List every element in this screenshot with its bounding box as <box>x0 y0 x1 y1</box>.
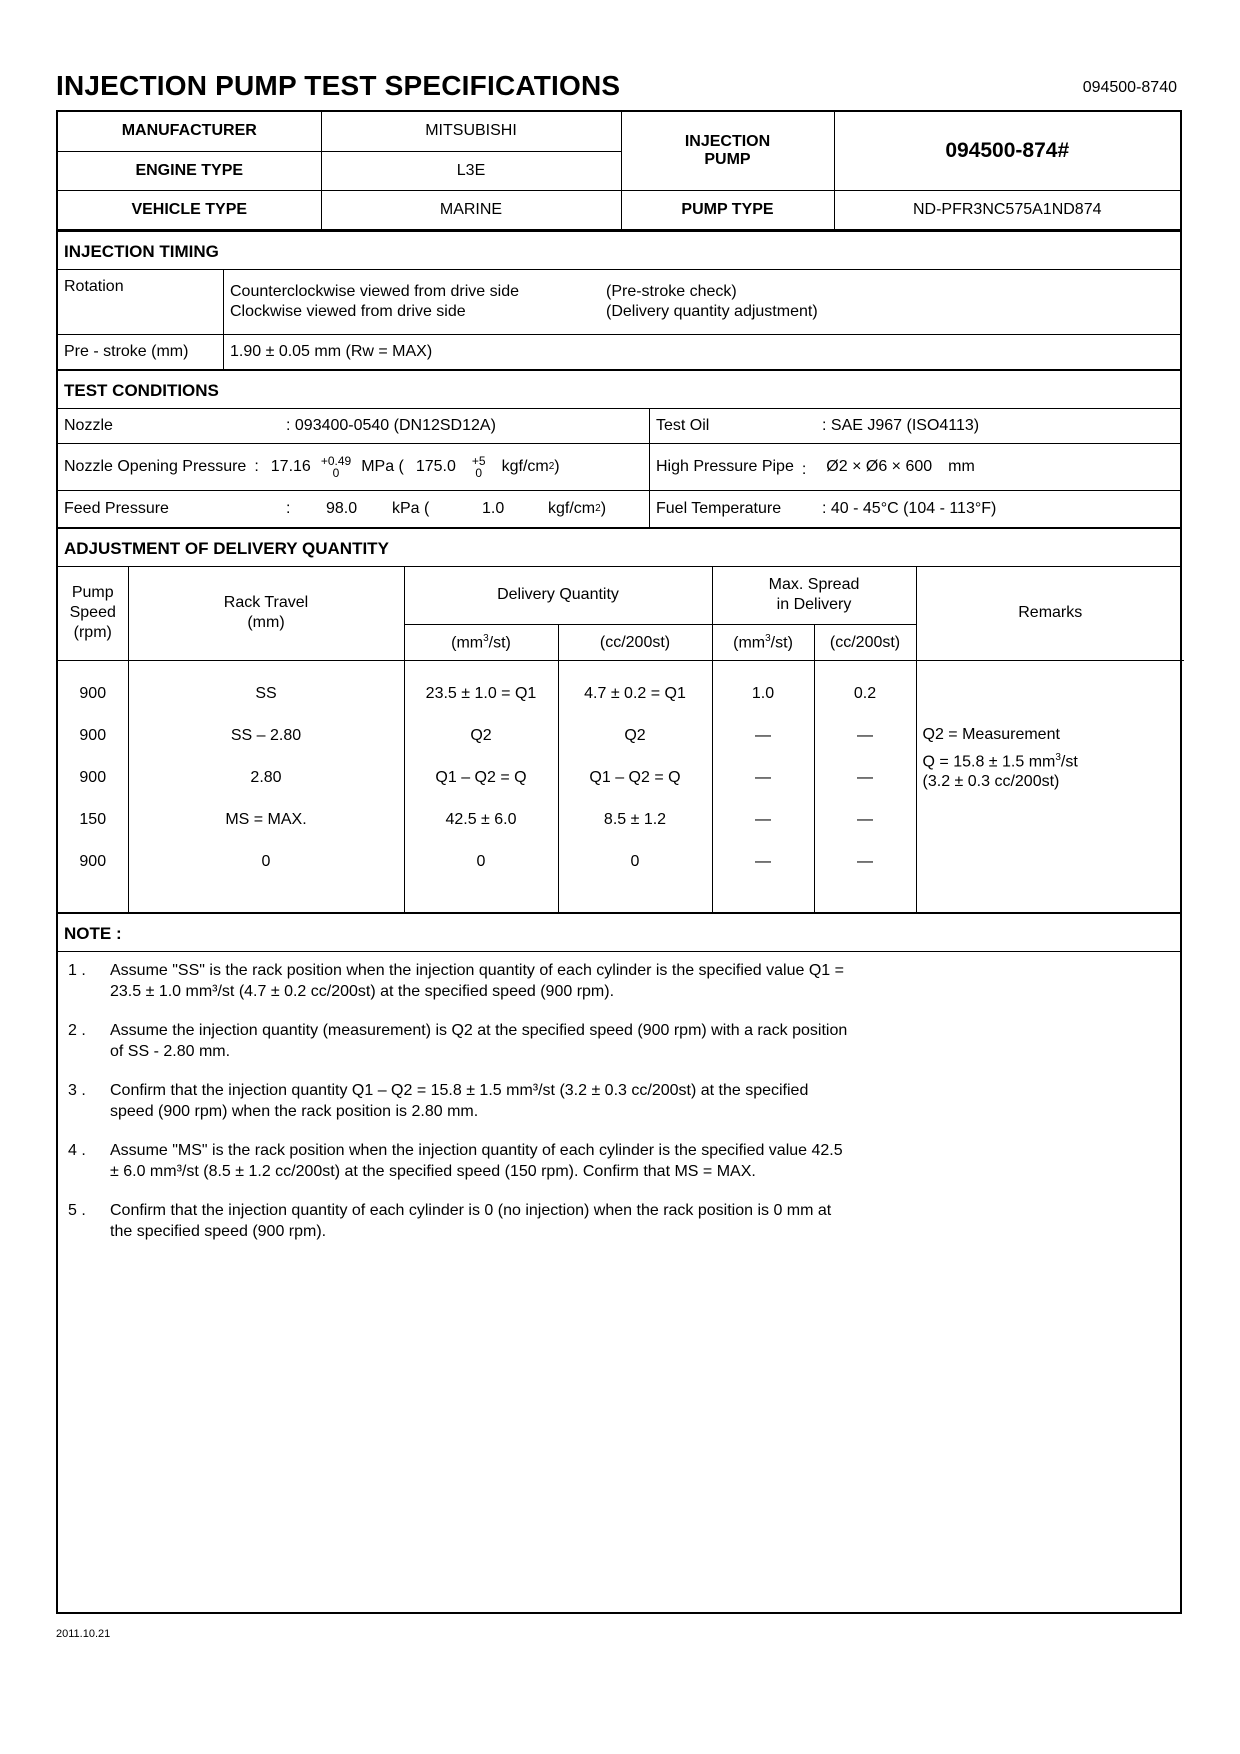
test-conditions-heading: TEST CONDITIONS <box>58 369 1180 409</box>
rack-column <box>128 661 404 912</box>
pump-speed-header-3: (rpm) <box>73 624 112 642</box>
pump-speed-header-1: Pump <box>71 584 114 602</box>
speed-cell: 900 <box>79 685 107 702</box>
max-spread-header-2: in Delivery <box>776 596 852 614</box>
remark-q: Q = 15.8 ± 1.5 $mm^3/st$ <box>922 752 1078 771</box>
dq-cc-header: (cc/200st) <box>558 625 712 661</box>
dq-cc-cell: 8.5 ± 1.2 <box>603 811 667 828</box>
rack-travel-header <box>128 567 404 661</box>
note-number: 3 . <box>68 1081 86 1099</box>
dq-mm3-header: $(mm^3/st)$ <box>404 625 558 661</box>
vehicle-type-value: MARINE <box>321 190 621 229</box>
spread-mm3-header-text: (mm <box>733 634 766 652</box>
document-code: 094500-8740 <box>1082 79 1177 96</box>
rotation-values <box>224 270 824 334</box>
note-text: Confirm that the injection quantity Q1 – Q2 = 15.8 ± 1.5 mm³/st (3.2 ± 0.3 cc/200st) at the specified speed (900 rpm) when the rack position is 2.80 mm. <box>110 1081 809 1120</box>
max-spread-header-1: Max. Spread <box>768 576 860 594</box>
feed-kgf-close: ) <box>600 499 607 517</box>
remark-q2: Q2 = Measurement <box>922 726 1060 743</box>
dq-mm3-cell: 23.5 ± 1.0 = Q1 <box>425 685 537 702</box>
spread-cc-header: (cc/200st) <box>814 625 916 661</box>
nozzle-row <box>58 409 1180 444</box>
note-number: 4 . <box>68 1141 86 1159</box>
rotation-ccw: Counterclockwise viewed from drive side <box>230 282 519 300</box>
rack-travel-header-2: (mm) <box>247 614 285 632</box>
speed-cell: 150 <box>79 811 107 828</box>
notes-list <box>58 952 1180 1268</box>
speed-cell: 900 <box>79 769 107 786</box>
nozzle-pressure-row: Nozzle Opening Pressure : 17.16 +0.49 0 MPa ( 175.0 +5 0 kgf/cm 2 ) High Pressure Pipe : Ø2 × Ø6 × 600 mm <box>58 444 1180 491</box>
feed-kpa-value: 98.0 <box>326 499 358 517</box>
dq-mm3-cell: Q2 <box>470 727 492 744</box>
spread-cc-cell: — <box>857 769 874 786</box>
rack-travel-header-1: Rack Travel <box>223 594 309 612</box>
note-item <box>68 1020 1170 1062</box>
high-pressure-pipe-value: Ø2 × Ø6 × 600 <box>826 457 933 475</box>
feed-pressure-label: Feed Pressure <box>64 499 169 517</box>
feed-colon: : <box>286 499 291 517</box>
note-number: 2 . <box>68 1021 86 1039</box>
spread-mm3-column <box>712 661 814 912</box>
dq-cc-cell: 4.7 ± 0.2 = Q1 <box>584 685 686 702</box>
rack-cell: 2.80 <box>250 769 282 786</box>
speed-cell: 900 <box>79 727 107 744</box>
prestroke-value: 1.90 ± 0.05 mm (Rw = MAX) <box>230 342 433 360</box>
delivery-quantity-heading: ADJUSTMENT OF DELIVERY QUANTITY <box>58 527 1180 567</box>
rotation-label: Rotation <box>58 270 224 334</box>
spread-cc-cell: — <box>857 811 874 828</box>
feed-kgf-value: 1.0 <box>482 499 505 517</box>
speed-column <box>58 661 128 912</box>
remark-q-text: Q = 15.8 ± 1.5 mm <box>922 753 1056 771</box>
rotation-cw-note: (Delivery quantity adjustment) <box>606 302 818 320</box>
note-text: Assume "MS" is the rack position when the injection quantity of each cylinder is the specified value 42.5 ± 6.0 mm³/st (8.5 ± 1.2 cc/200st) at the specified speed (150 rpm). Confirm that MS = MAX. <box>110 1141 843 1180</box>
spread-cc-cell: 0.2 <box>853 685 877 702</box>
spread-mm3-header: $(mm^3/st)$ <box>712 625 814 661</box>
spread-mm3-cell: — <box>755 853 772 870</box>
page-title: INJECTION PUMP TEST SPECIFICATIONS <box>56 70 621 101</box>
note-item <box>68 1080 1170 1122</box>
nop-mpa-unit: MPa ( <box>361 457 404 475</box>
rack-cell: 0 <box>261 853 271 870</box>
dq-mm3-column <box>404 661 558 912</box>
delivery-table <box>58 567 1184 912</box>
nop-mpa-tolerance: +0.49 0 <box>320 453 352 480</box>
note-text: Assume the injection quantity (measurement) is Q2 at the specified speed (900 rpm) with a rack position of SS - 2.80 mm. <box>110 1021 848 1060</box>
rotation-cw: Clockwise viewed from drive side <box>230 302 466 320</box>
pump-speed-header <box>58 567 128 661</box>
injection-pump-label-line1: INJECTION <box>684 132 771 150</box>
engine-type-label: ENGINE TYPE <box>58 151 321 190</box>
prestroke-label: Pre - stroke (mm) <box>58 335 224 369</box>
manufacturer-label: MANUFACTURER <box>58 112 321 151</box>
injection-pump-label-line2: PUMP <box>704 150 751 168</box>
rotation-row <box>58 270 1180 335</box>
note-number: 1 . <box>68 961 86 979</box>
spread-mm3-cell: — <box>755 811 772 828</box>
dq-mm3-header-text: (mm <box>451 634 484 652</box>
speed-cell: 900 <box>79 853 107 870</box>
dq-mm3-cell: 42.5 ± 6.0 <box>445 811 517 828</box>
dq-cc-cell: 0 <box>630 853 640 870</box>
dq-cc-cell: Q2 <box>624 727 646 744</box>
high-pressure-pipe-label: High Pressure Pipe <box>656 457 794 475</box>
spread-mm3-cell: — <box>755 769 772 786</box>
feed-kpa-unit: kPa ( <box>392 499 430 517</box>
injection-timing-heading: INJECTION TIMING <box>58 230 1180 270</box>
rack-cell: MS = MAX. <box>225 811 307 828</box>
dq-mm3-header-close: /st) <box>488 634 511 652</box>
nozzle-value: : 093400-0540 (DN12SD12A) <box>286 416 496 434</box>
notes-heading: NOTE : <box>58 912 1180 952</box>
nop-kgf-tolerance: +5 0 <box>471 453 486 480</box>
pump-type-value: ND-PFR3NC575A1ND874 <box>834 190 1180 229</box>
rotation-ccw-note: (Pre-stroke check) <box>606 282 737 300</box>
note-item <box>68 1200 1170 1242</box>
remarks-header: Remarks <box>916 567 1184 661</box>
pump-type-label: PUMP TYPE <box>621 190 834 229</box>
note-text: Assume "SS" is the rack position when the injection quantity of each cylinder is the specified value Q1 = 23.5 ± 1.0 mm³/st (4.7 ± 0.2 cc/200st) at the specified speed (900 rpm). <box>110 961 844 1000</box>
nop-colon: : <box>254 457 259 475</box>
spec-sheet-frame <box>56 110 1182 1614</box>
pump-speed-header-2: Speed <box>69 604 116 622</box>
note-item <box>68 1140 1170 1182</box>
injection-pump-label <box>621 112 834 190</box>
remarks-column <box>916 661 1184 912</box>
spread-mm3-cell: — <box>755 727 772 744</box>
engine-type-value: L3E <box>321 151 621 190</box>
note-number: 5 . <box>68 1201 86 1219</box>
hpp-unit: mm <box>948 457 975 475</box>
nop-kgf-close: ) <box>554 457 560 475</box>
rack-cell: SS <box>255 685 277 702</box>
feed-pressure-row: Feed Pressure : 98.0 kPa ( 1.0 kgf/cm 2 ) Fuel Temperature : 40 - 45°C (104 - 113°F) <box>58 491 1180 527</box>
feed-kgf-unit: kgf/cm <box>548 499 596 517</box>
nop-mpa-value: 17.16 <box>270 457 311 475</box>
test-oil-label: Test Oil <box>656 416 710 434</box>
nozzle-opening-pressure-label: Nozzle Opening Pressure <box>64 457 247 475</box>
dq-mm3-cell: 0 <box>476 853 486 870</box>
manufacturer-value: MITSUBISHI <box>321 112 621 151</box>
note-text: Confirm that the injection quantity of each cylinder is 0 (no injection) when the rack position is 0 mm at the specified speed (900 rpm). <box>110 1201 832 1240</box>
footer-date: 2011.10.21 <box>56 1628 111 1640</box>
nop-kgf-value: 175.0 <box>415 457 456 475</box>
spread-cc-cell: — <box>857 853 874 870</box>
rack-cell: SS – 2.80 <box>230 727 302 744</box>
test-oil-value: : SAE J967 (ISO4113) <box>822 416 980 434</box>
dq-mm3-cell: Q1 – Q2 = Q <box>435 769 527 786</box>
spread-mm3-header-close: /st) <box>770 634 793 652</box>
delivery-data-row <box>58 661 1184 912</box>
fuel-temperature-value: : 40 - 45°C (104 - 113°F) <box>822 499 997 517</box>
spread-mm3-cell: 1.0 <box>751 685 775 702</box>
nop-kgf-unit: kgf/cm <box>501 457 549 475</box>
vehicle-type-label: VEHICLE TYPE <box>58 190 321 229</box>
note-item <box>68 960 1170 1002</box>
speed-list <box>64 673 122 883</box>
spread-cc-column <box>814 661 916 912</box>
injection-pump-value: 094500-874# <box>834 112 1180 190</box>
fuel-temperature-label: Fuel Temperature <box>656 499 782 517</box>
delivery-quantity-header: Delivery Quantity <box>404 567 712 625</box>
prestroke-row <box>58 335 1180 369</box>
hpp-colon: : <box>801 460 807 478</box>
max-spread-header <box>712 567 916 625</box>
info-table <box>58 112 1180 230</box>
dq-cc-cell: Q1 – Q2 = Q <box>589 769 681 786</box>
nozzle-label: Nozzle <box>64 416 113 434</box>
spread-cc-cell: — <box>857 727 874 744</box>
remark-q-cc: (3.2 ± 0.3 cc/200st) <box>922 773 1060 791</box>
dq-cc-column <box>558 661 712 912</box>
remark-q-unit: /st <box>1060 753 1078 771</box>
